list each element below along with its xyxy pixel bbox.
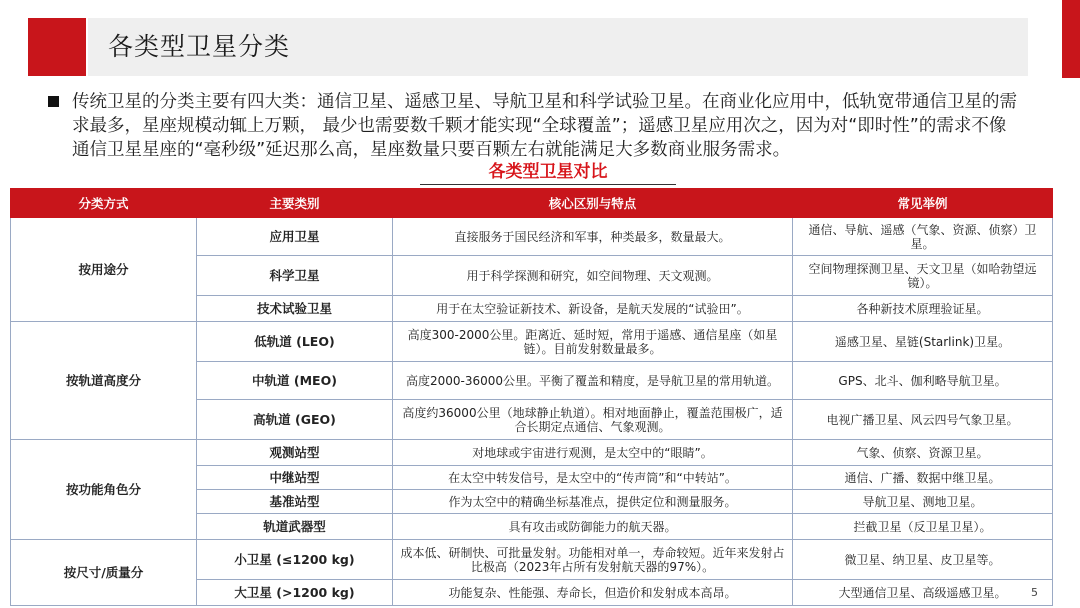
type-cell: 观测站型 [197,440,393,466]
type-cell: 小卫星 (≤1200 kg) [197,540,393,580]
category-cell: 按功能角色分 [11,440,197,540]
example-cell: 通信、广播、数据中继卫星。 [793,466,1053,490]
example-cell: 遥感卫星、星链(Starlink)卫星。 [793,322,1053,362]
title-accent-block [28,18,86,76]
type-cell: 中继站型 [197,466,393,490]
example-cell: 通信、导航、遥感（气象、资源、侦察）卫星。 [793,218,1053,256]
type-cell: 基准站型 [197,490,393,514]
example-cell: 各种新技术原理验证星。 [793,296,1053,322]
feature-cell: 直接服务于国民经济和军事，种类最多，数量最大。 [393,218,793,256]
feature-cell: 用于科学探测和研究，如空间物理、天文观测。 [393,256,793,296]
header-type: 主要类别 [197,189,393,218]
example-cell: 微卫星、纳卫星、皮卫星等。 [793,540,1053,580]
table-subtitle: 各类型卫星对比 [420,160,676,185]
intro-text: 传统卫星的分类主要有四大类：通信卫星、遥感卫星、导航卫星和科学试验卫星。在商业化应用中，低轨宽带通信卫星的需求最多，星座规模动辄上万颗， 最少也需要数千颗才能实现“全球覆盖”；遥感卫星应用次之，因为对“即时性”的需求不像通信卫星星座的“毫秒级”延迟那么高，星座数量只要百颗左右就能满足大多数商业服务需求。 [72,92,1017,160]
table-row [11,540,1053,580]
feature-cell: 对地球或宇宙进行观测，是太空中的“眼睛”。 [393,440,793,466]
square-bullet-icon [48,96,59,107]
type-cell: 大卫星 (>1200 kg) [197,580,393,606]
feature-cell: 成本低、研制快、可批量发射。功能相对单一，寿命较短。近年来发射占比极高（2023年占所有发射航天器的97%）。 [393,540,793,580]
header-example: 常见举例 [793,189,1053,218]
feature-cell: 高度约36000公里（地球静止轨道）。相对地面静止，覆盖范围极广，适合长期定点通信、气象观测。 [393,400,793,440]
type-cell: 技术试验卫星 [197,296,393,322]
feature-cell: 具有攻击或防御能力的航天器。 [393,514,793,540]
example-cell: 大型通信卫星、高级遥感卫星。 [793,580,1053,606]
type-cell: 低轨道 (LEO) [197,322,393,362]
category-cell: 按用途分 [11,218,197,322]
table-header-row [11,189,1053,218]
feature-cell: 作为太空中的精确坐标基准点，提供定位和测量服务。 [393,490,793,514]
type-cell: 科学卫星 [197,256,393,296]
feature-cell: 在太空中转发信号，是太空中的“传声筒”和“中转站”。 [393,466,793,490]
page-number: 5 [1031,586,1038,599]
type-cell: 应用卫星 [197,218,393,256]
feature-cell: 高度2000-36000公里。平衡了覆盖和精度，是导航卫星的常用轨道。 [393,362,793,400]
type-cell: 高轨道 (GEO) [197,400,393,440]
type-cell: 轨道武器型 [197,514,393,540]
example-cell: 气象、侦察、资源卫星。 [793,440,1053,466]
example-cell: GPS、北斗、伽利略导航卫星。 [793,362,1053,400]
example-cell: 电视广播卫星、风云四号气象卫星。 [793,400,1053,440]
header-feature: 核心区别与特点 [393,189,793,218]
comparison-table [10,188,1053,606]
header-category: 分类方式 [11,189,197,218]
feature-cell: 功能复杂、性能强、寿命长，但造价和发射成本高昂。 [393,580,793,606]
example-cell: 导航卫星、测地卫星。 [793,490,1053,514]
type-cell: 中轨道 (MEO) [197,362,393,400]
feature-cell: 用于在太空验证新技术、新设备，是航天发展的“试验田”。 [393,296,793,322]
page-title: 各类型卫星分类 [108,32,291,61]
example-cell: 空间物理探测卫星、天文卫星（如哈勃望远镜）。 [793,256,1053,296]
category-cell: 按轨道高度分 [11,322,197,440]
feature-cell: 高度300-2000公里。距离近、延时短，常用于遥感、通信星座（如星链）。目前发射数量最多。 [393,322,793,362]
table-row [11,218,1053,256]
intro-paragraph [48,90,1018,162]
category-cell: 按尺寸/质量分 [11,540,197,606]
table-row [11,440,1053,466]
corner-accent [1062,0,1080,78]
example-cell: 拦截卫星（反卫星卫星）。 [793,514,1053,540]
table-row [11,322,1053,362]
